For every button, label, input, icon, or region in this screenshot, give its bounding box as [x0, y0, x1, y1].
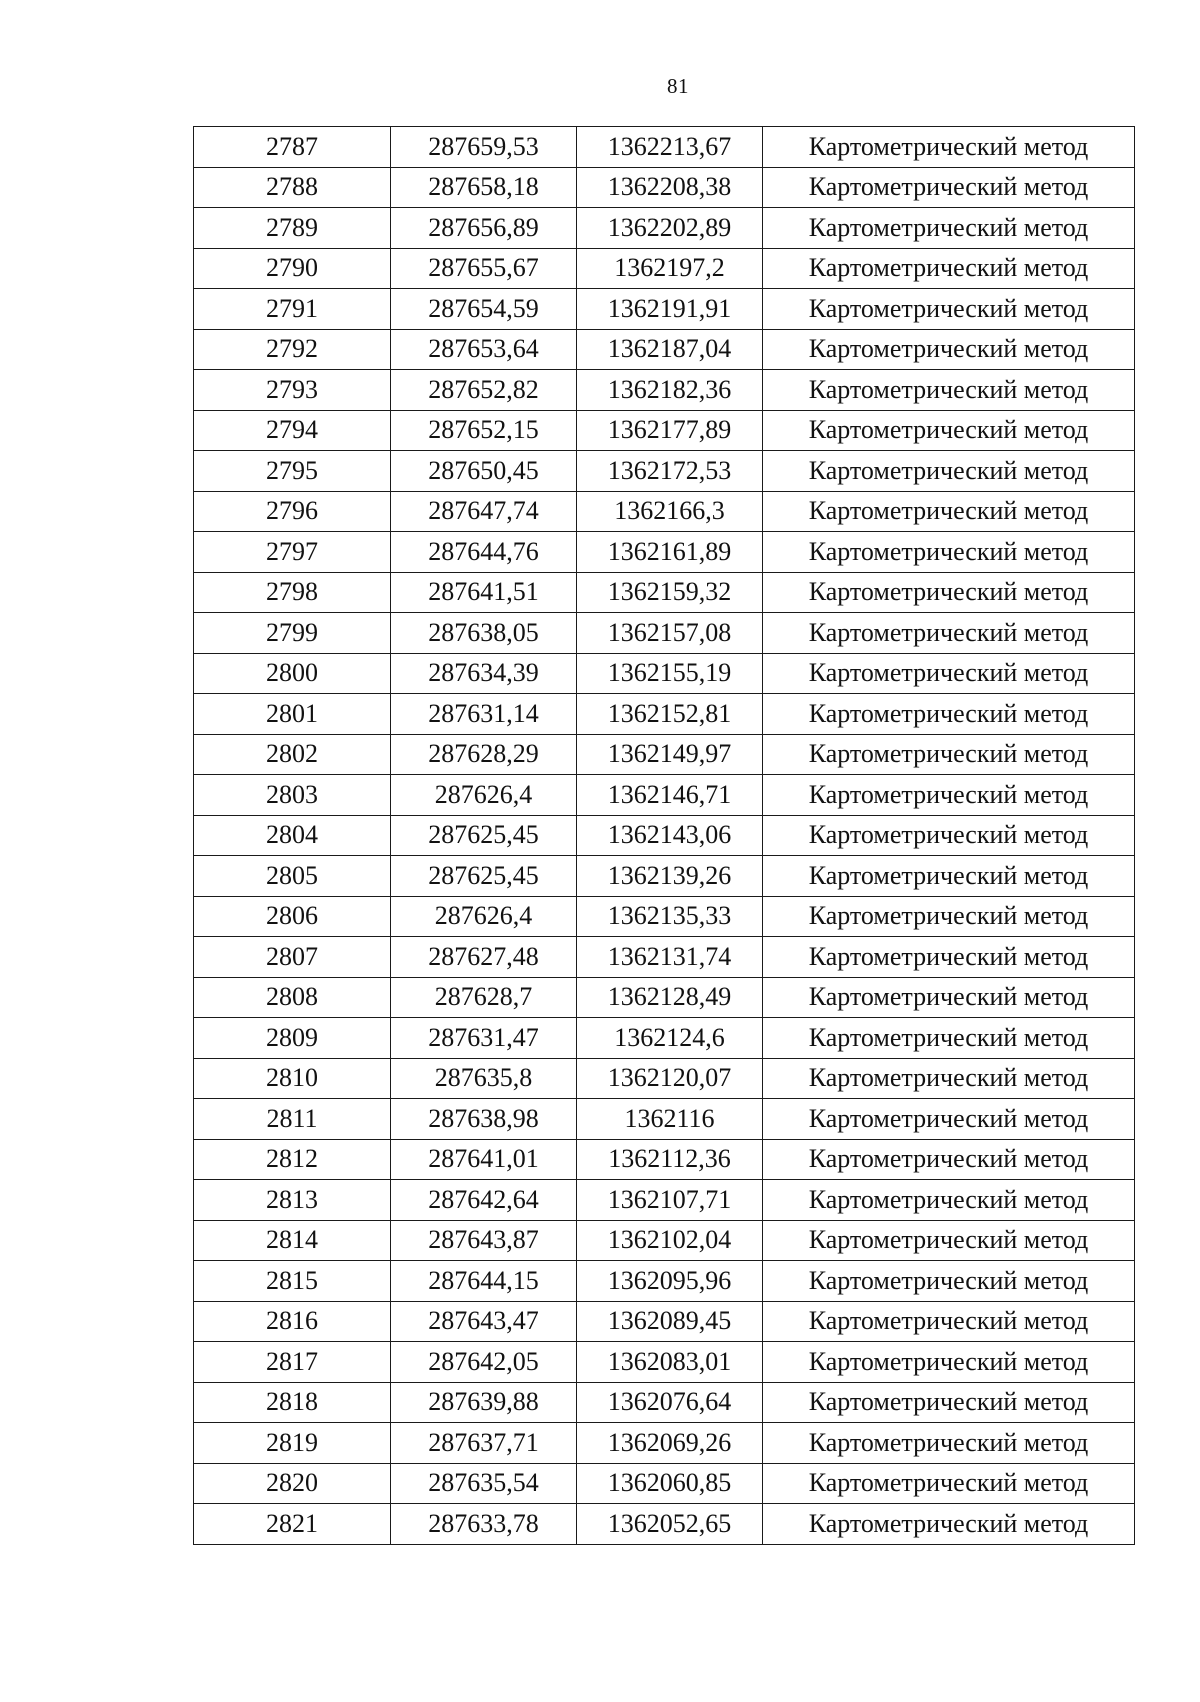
- table-row: [194, 1342, 1135, 1383]
- x-coordinate-cell: 287641,01: [391, 1139, 577, 1180]
- x-coordinate-cell: 287638,05: [391, 613, 577, 654]
- table-row: [194, 1504, 1135, 1545]
- point-number-cell: 2798: [194, 572, 391, 613]
- point-number-cell: 2799: [194, 613, 391, 654]
- point-number-cell: 2815: [194, 1261, 391, 1302]
- method-cell: Картометрический метод: [763, 1504, 1135, 1545]
- method-cell: Картометрический метод: [763, 410, 1135, 451]
- table-row: [194, 329, 1135, 370]
- y-coordinate-cell: 1362197,2: [577, 248, 763, 289]
- method-cell: Картометрический метод: [763, 167, 1135, 208]
- x-coordinate-cell: 287644,15: [391, 1261, 577, 1302]
- point-number-cell: 2818: [194, 1382, 391, 1423]
- method-cell: Картометрический метод: [763, 613, 1135, 654]
- table-row: [194, 896, 1135, 937]
- method-cell: Картометрический метод: [763, 734, 1135, 775]
- method-cell: Картометрический метод: [763, 856, 1135, 897]
- y-coordinate-cell: 1362069,26: [577, 1423, 763, 1464]
- point-number-cell: 2821: [194, 1504, 391, 1545]
- point-number-cell: 2807: [194, 937, 391, 978]
- x-coordinate-cell: 287644,76: [391, 532, 577, 573]
- y-coordinate-cell: 1362052,65: [577, 1504, 763, 1545]
- y-coordinate-cell: 1362202,89: [577, 208, 763, 249]
- method-cell: Картометрический метод: [763, 1301, 1135, 1342]
- table-row: [194, 248, 1135, 289]
- x-coordinate-cell: 287647,74: [391, 491, 577, 532]
- point-number-cell: 2816: [194, 1301, 391, 1342]
- point-number-cell: 2819: [194, 1423, 391, 1464]
- point-number-cell: 2812: [194, 1139, 391, 1180]
- method-cell: Картометрический метод: [763, 815, 1135, 856]
- table-row: [194, 1139, 1135, 1180]
- y-coordinate-cell: 1362177,89: [577, 410, 763, 451]
- x-coordinate-cell: 287652,82: [391, 370, 577, 411]
- y-coordinate-cell: 1362155,19: [577, 653, 763, 694]
- table-row: [194, 815, 1135, 856]
- x-coordinate-cell: 287650,45: [391, 451, 577, 492]
- table-row: [194, 491, 1135, 532]
- method-cell: Картометрический метод: [763, 1180, 1135, 1221]
- y-coordinate-cell: 1362146,71: [577, 775, 763, 816]
- table-row: [194, 856, 1135, 897]
- x-coordinate-cell: 287628,29: [391, 734, 577, 775]
- point-number-cell: 2805: [194, 856, 391, 897]
- table-row: [194, 1261, 1135, 1302]
- y-coordinate-cell: 1362083,01: [577, 1342, 763, 1383]
- x-coordinate-cell: 287656,89: [391, 208, 577, 249]
- x-coordinate-cell: 287631,47: [391, 1018, 577, 1059]
- table-row: [194, 451, 1135, 492]
- x-coordinate-cell: 287658,18: [391, 167, 577, 208]
- table-row: [194, 127, 1135, 168]
- table-row: [194, 1463, 1135, 1504]
- y-coordinate-cell: 1362161,89: [577, 532, 763, 573]
- y-coordinate-cell: 1362187,04: [577, 329, 763, 370]
- x-coordinate-cell: 287626,4: [391, 896, 577, 937]
- x-coordinate-cell: 287643,87: [391, 1220, 577, 1261]
- table-row: [194, 734, 1135, 775]
- x-coordinate-cell: 287625,45: [391, 856, 577, 897]
- y-coordinate-cell: 1362191,91: [577, 289, 763, 330]
- point-number-cell: 2804: [194, 815, 391, 856]
- table-row: [194, 694, 1135, 735]
- method-cell: Картометрический метод: [763, 127, 1135, 168]
- method-cell: Картометрический метод: [763, 1463, 1135, 1504]
- method-cell: Картометрический метод: [763, 1058, 1135, 1099]
- table-row: [194, 1423, 1135, 1464]
- y-coordinate-cell: 1362060,85: [577, 1463, 763, 1504]
- y-coordinate-cell: 1362152,81: [577, 694, 763, 735]
- method-cell: Картометрический метод: [763, 896, 1135, 937]
- method-cell: Картометрический метод: [763, 1342, 1135, 1383]
- table-row: [194, 937, 1135, 978]
- point-number-cell: 2789: [194, 208, 391, 249]
- y-coordinate-cell: 1362182,36: [577, 370, 763, 411]
- x-coordinate-cell: 287633,78: [391, 1504, 577, 1545]
- method-cell: Картометрический метод: [763, 694, 1135, 735]
- point-number-cell: 2795: [194, 451, 391, 492]
- method-cell: Картометрический метод: [763, 653, 1135, 694]
- table-row: [194, 613, 1135, 654]
- x-coordinate-cell: 287643,47: [391, 1301, 577, 1342]
- x-coordinate-cell: 287638,98: [391, 1099, 577, 1140]
- table-row: [194, 1099, 1135, 1140]
- method-cell: Картометрический метод: [763, 370, 1135, 411]
- y-coordinate-cell: 1362089,45: [577, 1301, 763, 1342]
- method-cell: Картометрический метод: [763, 248, 1135, 289]
- point-number-cell: 2808: [194, 977, 391, 1018]
- y-coordinate-cell: 1362213,67: [577, 127, 763, 168]
- x-coordinate-cell: 287642,05: [391, 1342, 577, 1383]
- table-row: [194, 1220, 1135, 1261]
- y-coordinate-cell: 1362116: [577, 1099, 763, 1140]
- method-cell: Картометрический метод: [763, 289, 1135, 330]
- method-cell: Картометрический метод: [763, 1099, 1135, 1140]
- method-cell: Картометрический метод: [763, 491, 1135, 532]
- method-cell: Картометрический метод: [763, 329, 1135, 370]
- point-number-cell: 2803: [194, 775, 391, 816]
- y-coordinate-cell: 1362159,32: [577, 572, 763, 613]
- table-row: [194, 289, 1135, 330]
- y-coordinate-cell: 1362128,49: [577, 977, 763, 1018]
- point-number-cell: 2793: [194, 370, 391, 411]
- point-number-cell: 2788: [194, 167, 391, 208]
- table-row: [194, 167, 1135, 208]
- method-cell: Картометрический метод: [763, 1382, 1135, 1423]
- x-coordinate-cell: 287631,14: [391, 694, 577, 735]
- x-coordinate-cell: 287635,8: [391, 1058, 577, 1099]
- table-row: [194, 775, 1135, 816]
- y-coordinate-cell: 1362166,3: [577, 491, 763, 532]
- point-number-cell: 2787: [194, 127, 391, 168]
- table-row: [194, 977, 1135, 1018]
- point-number-cell: 2791: [194, 289, 391, 330]
- method-cell: Картометрический метод: [763, 977, 1135, 1018]
- y-coordinate-cell: 1362107,71: [577, 1180, 763, 1221]
- method-cell: Картометрический метод: [763, 1261, 1135, 1302]
- y-coordinate-cell: 1362172,53: [577, 451, 763, 492]
- page-number: 81: [667, 74, 689, 98]
- x-coordinate-cell: 287642,64: [391, 1180, 577, 1221]
- point-number-cell: 2817: [194, 1342, 391, 1383]
- point-number-cell: 2796: [194, 491, 391, 532]
- point-number-cell: 2810: [194, 1058, 391, 1099]
- x-coordinate-cell: 287627,48: [391, 937, 577, 978]
- x-coordinate-cell: 287639,88: [391, 1382, 577, 1423]
- point-number-cell: 2797: [194, 532, 391, 573]
- x-coordinate-cell: 287654,59: [391, 289, 577, 330]
- x-coordinate-cell: 287653,64: [391, 329, 577, 370]
- table-row: [194, 370, 1135, 411]
- point-number-cell: 2820: [194, 1463, 391, 1504]
- y-coordinate-cell: 1362208,38: [577, 167, 763, 208]
- method-cell: Картометрический метод: [763, 572, 1135, 613]
- x-coordinate-cell: 287659,53: [391, 127, 577, 168]
- table-row: [194, 410, 1135, 451]
- point-number-cell: 2792: [194, 329, 391, 370]
- table-row: [194, 1301, 1135, 1342]
- y-coordinate-cell: 1362131,74: [577, 937, 763, 978]
- point-number-cell: 2790: [194, 248, 391, 289]
- y-coordinate-cell: 1362149,97: [577, 734, 763, 775]
- x-coordinate-cell: 287628,7: [391, 977, 577, 1018]
- table-row: [194, 1382, 1135, 1423]
- y-coordinate-cell: 1362120,07: [577, 1058, 763, 1099]
- method-cell: Картометрический метод: [763, 1220, 1135, 1261]
- y-coordinate-cell: 1362112,36: [577, 1139, 763, 1180]
- table-row: [194, 532, 1135, 573]
- table-row: [194, 1018, 1135, 1059]
- x-coordinate-cell: 287637,71: [391, 1423, 577, 1464]
- table-row: [194, 653, 1135, 694]
- y-coordinate-cell: 1362076,64: [577, 1382, 763, 1423]
- method-cell: Картометрический метод: [763, 1018, 1135, 1059]
- method-cell: Картометрический метод: [763, 1139, 1135, 1180]
- table-row: [194, 1180, 1135, 1221]
- method-cell: Картометрический метод: [763, 1423, 1135, 1464]
- y-coordinate-cell: 1362135,33: [577, 896, 763, 937]
- coordinates-table: [193, 126, 1135, 1545]
- point-number-cell: 2813: [194, 1180, 391, 1221]
- point-number-cell: 2801: [194, 694, 391, 735]
- point-number-cell: 2806: [194, 896, 391, 937]
- method-cell: Картометрический метод: [763, 532, 1135, 573]
- point-number-cell: 2809: [194, 1018, 391, 1059]
- method-cell: Картометрический метод: [763, 937, 1135, 978]
- x-coordinate-cell: 287641,51: [391, 572, 577, 613]
- x-coordinate-cell: 287635,54: [391, 1463, 577, 1504]
- y-coordinate-cell: 1362095,96: [577, 1261, 763, 1302]
- point-number-cell: 2800: [194, 653, 391, 694]
- x-coordinate-cell: 287625,45: [391, 815, 577, 856]
- point-number-cell: 2811: [194, 1099, 391, 1140]
- method-cell: Картометрический метод: [763, 775, 1135, 816]
- point-number-cell: 2814: [194, 1220, 391, 1261]
- point-number-cell: 2794: [194, 410, 391, 451]
- table-row: [194, 572, 1135, 613]
- y-coordinate-cell: 1362143,06: [577, 815, 763, 856]
- point-number-cell: 2802: [194, 734, 391, 775]
- x-coordinate-cell: 287634,39: [391, 653, 577, 694]
- method-cell: Картометрический метод: [763, 208, 1135, 249]
- x-coordinate-cell: 287652,15: [391, 410, 577, 451]
- coordinates-table-body: [194, 127, 1135, 1545]
- table-row: [194, 1058, 1135, 1099]
- y-coordinate-cell: 1362139,26: [577, 856, 763, 897]
- method-cell: Картометрический метод: [763, 451, 1135, 492]
- y-coordinate-cell: 1362124,6: [577, 1018, 763, 1059]
- x-coordinate-cell: 287626,4: [391, 775, 577, 816]
- x-coordinate-cell: 287655,67: [391, 248, 577, 289]
- y-coordinate-cell: 1362157,08: [577, 613, 763, 654]
- y-coordinate-cell: 1362102,04: [577, 1220, 763, 1261]
- table-row: [194, 208, 1135, 249]
